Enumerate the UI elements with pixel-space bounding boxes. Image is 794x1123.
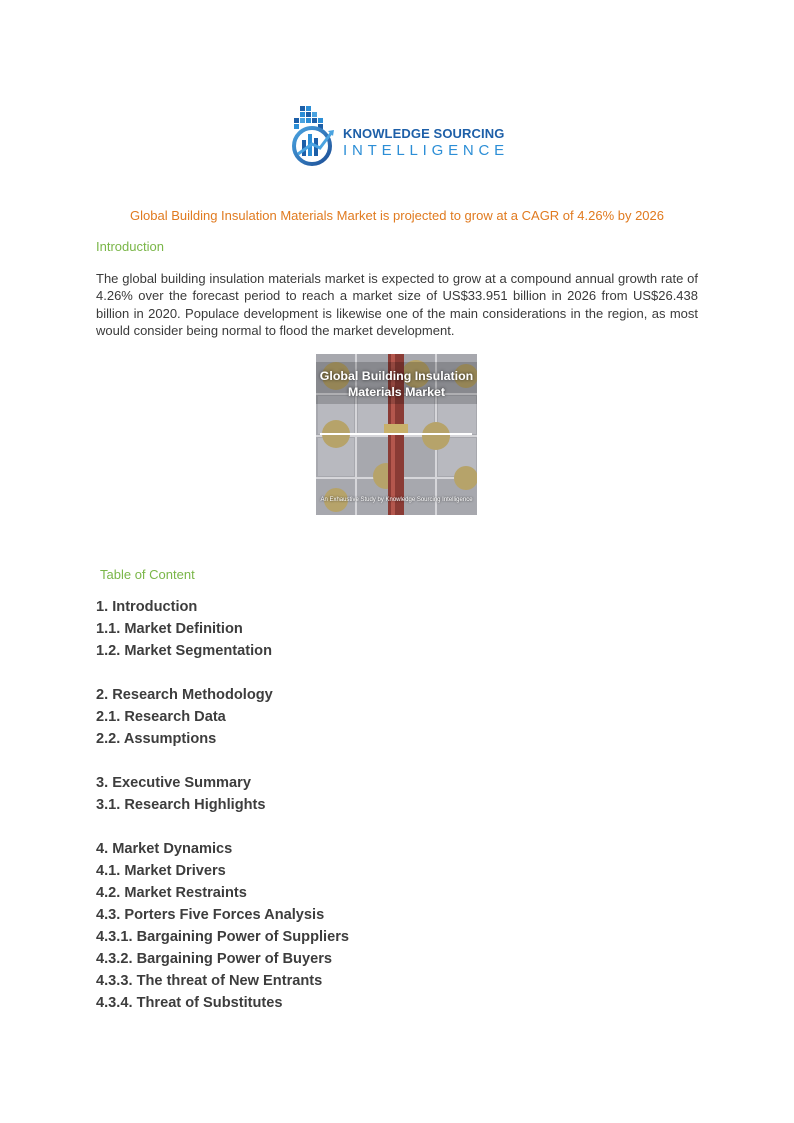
toc-spacer [96,662,349,684]
toc-spacer [96,750,349,772]
toc-item: 1.2. Market Segmentation [96,643,272,659]
toc-item: 4.2. Market Restraints [96,885,247,901]
toc-item: 3.1. Research Highlights [96,797,266,813]
toc-item: 4.3.2. Bargaining Power of Buyers [96,951,333,967]
logo-text-line2: INTELLIGENCE [343,142,509,159]
toc-item: 2. Research Methodology [96,687,273,703]
toc-heading: Table of Content [100,567,195,582]
toc-item: 1.1. Market Definition [96,621,243,637]
toc-item: 4.1. Market Drivers [96,863,226,879]
toc-item: 4. Market Dynamics [96,841,233,857]
cover-subtitle: An Exhaustive Study by Knowledge Sourcing Intelligence [320,497,473,503]
logo-text-line1: KNOWLEDGE SOURCING [343,126,505,141]
document-title: Global Building Insulation Materials Market is projected to grow at a CAGR of 4.26% by 2026 [130,208,664,223]
introduction-heading: Introduction [96,239,164,254]
cover-title-line1: Global Building Insulation [319,369,474,383]
toc-item: 4.3.1. Bargaining Power of Suppliers [96,929,350,945]
company-logo [290,104,510,166]
report-cover-image [316,354,477,515]
toc-item: 2.1. Research Data [96,709,226,725]
toc-item: 3. Executive Summary [96,775,251,791]
logo-emblem-icon [290,104,342,166]
toc-item: 1. Introduction [96,599,198,615]
toc-item: 2.2. Assumptions [96,731,217,747]
toc-spacer [96,816,349,838]
toc-item: 4.3.3. The threat of New Entrants [96,973,323,989]
toc-item: 4.3. Porters Five Forces Analysis [96,907,325,923]
introduction-paragraph: The global building insulation materials market is expected to grow at a compound annual growth rate of 4.26% over the forecast period to reach a market size of US$33.951 billion in 2026 from US$26.438 billion in 2020. Populace development is likewise one of the main considerations in the region, as most would consider being normal to flood the market development. [96,271,698,339]
toc-list [96,596,349,1014]
cover-title-line2: Materials Market [347,385,446,399]
toc-item: 4.3.4. Threat of Substitutes [96,995,283,1011]
cover-title [316,368,477,400]
